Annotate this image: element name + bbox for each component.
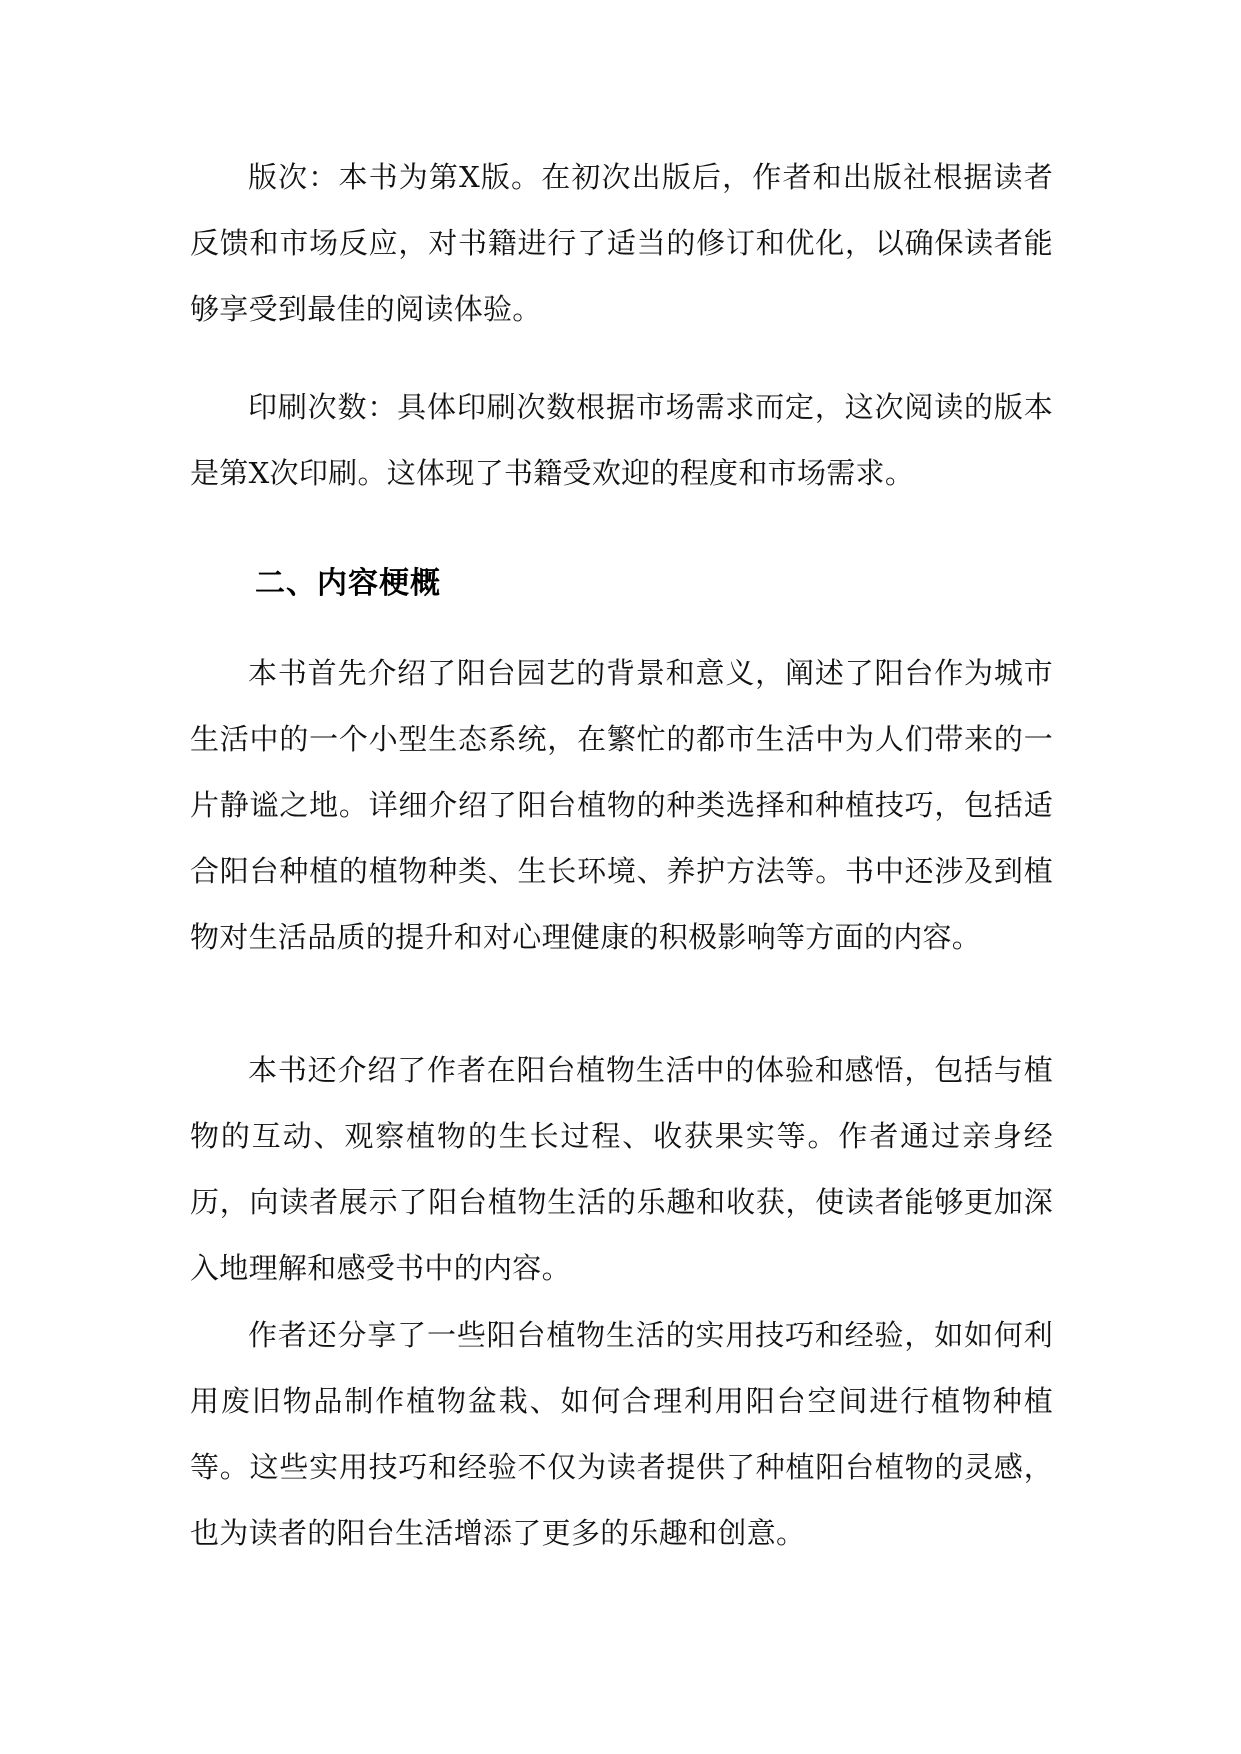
summary-paragraph: 本书还介绍了作者在阳台植物生活中的体验和感悟，包括与植物的互动、观察植物的生长过程、收获果实等。作者通过亲身经历，向读者展示了阳台植物生活的乐趣和收获，使读者能够更加深入地理解和感受书中的内容。 (190, 1053, 1053, 1285)
printing-count-paragraph: 印刷次数：具体印刷次数根据市场需求而定，这次阅读的版本是第X次印刷。这体现了书籍受欢迎的程度和市场需求。 (190, 390, 1053, 490)
summary-paragraph: 本书首先介绍了阳台园艺的背景和意义，阐述了阳台作为城市生活中的一个小型生态系统，在繁忙的都市生活中为人们带来的一片静谧之地。详细介绍了阳台植物的种类选择和种植技巧，包括适合阳台种植的植物种类、生长环境、养护方法等。书中还涉及到植物对生活品质的提升和对心理健康的积极影响等方面的内容。 (190, 656, 1053, 954)
edition-paragraph: 版次：本书为第X版。在初次出版后，作者和出版社根据读者反馈和市场反应，对书籍进行了适当的修订和优化，以确保读者能够享受到最佳的阅读体验。 (190, 160, 1053, 326)
summary-paragraph: 作者还分享了一些阳台植物生活的实用技巧和经验，如如何利用废旧物品制作植物盆栽、如何合理利用阳台空间进行植物种植等。这些实用技巧和经验不仅为读者提供了种植阳台植物的灵感，也为读者的阳台生活增添了更多的乐趣和创意。 (190, 1318, 1053, 1550)
section-heading-content-summary: 二、内容梗概 (255, 566, 441, 601)
